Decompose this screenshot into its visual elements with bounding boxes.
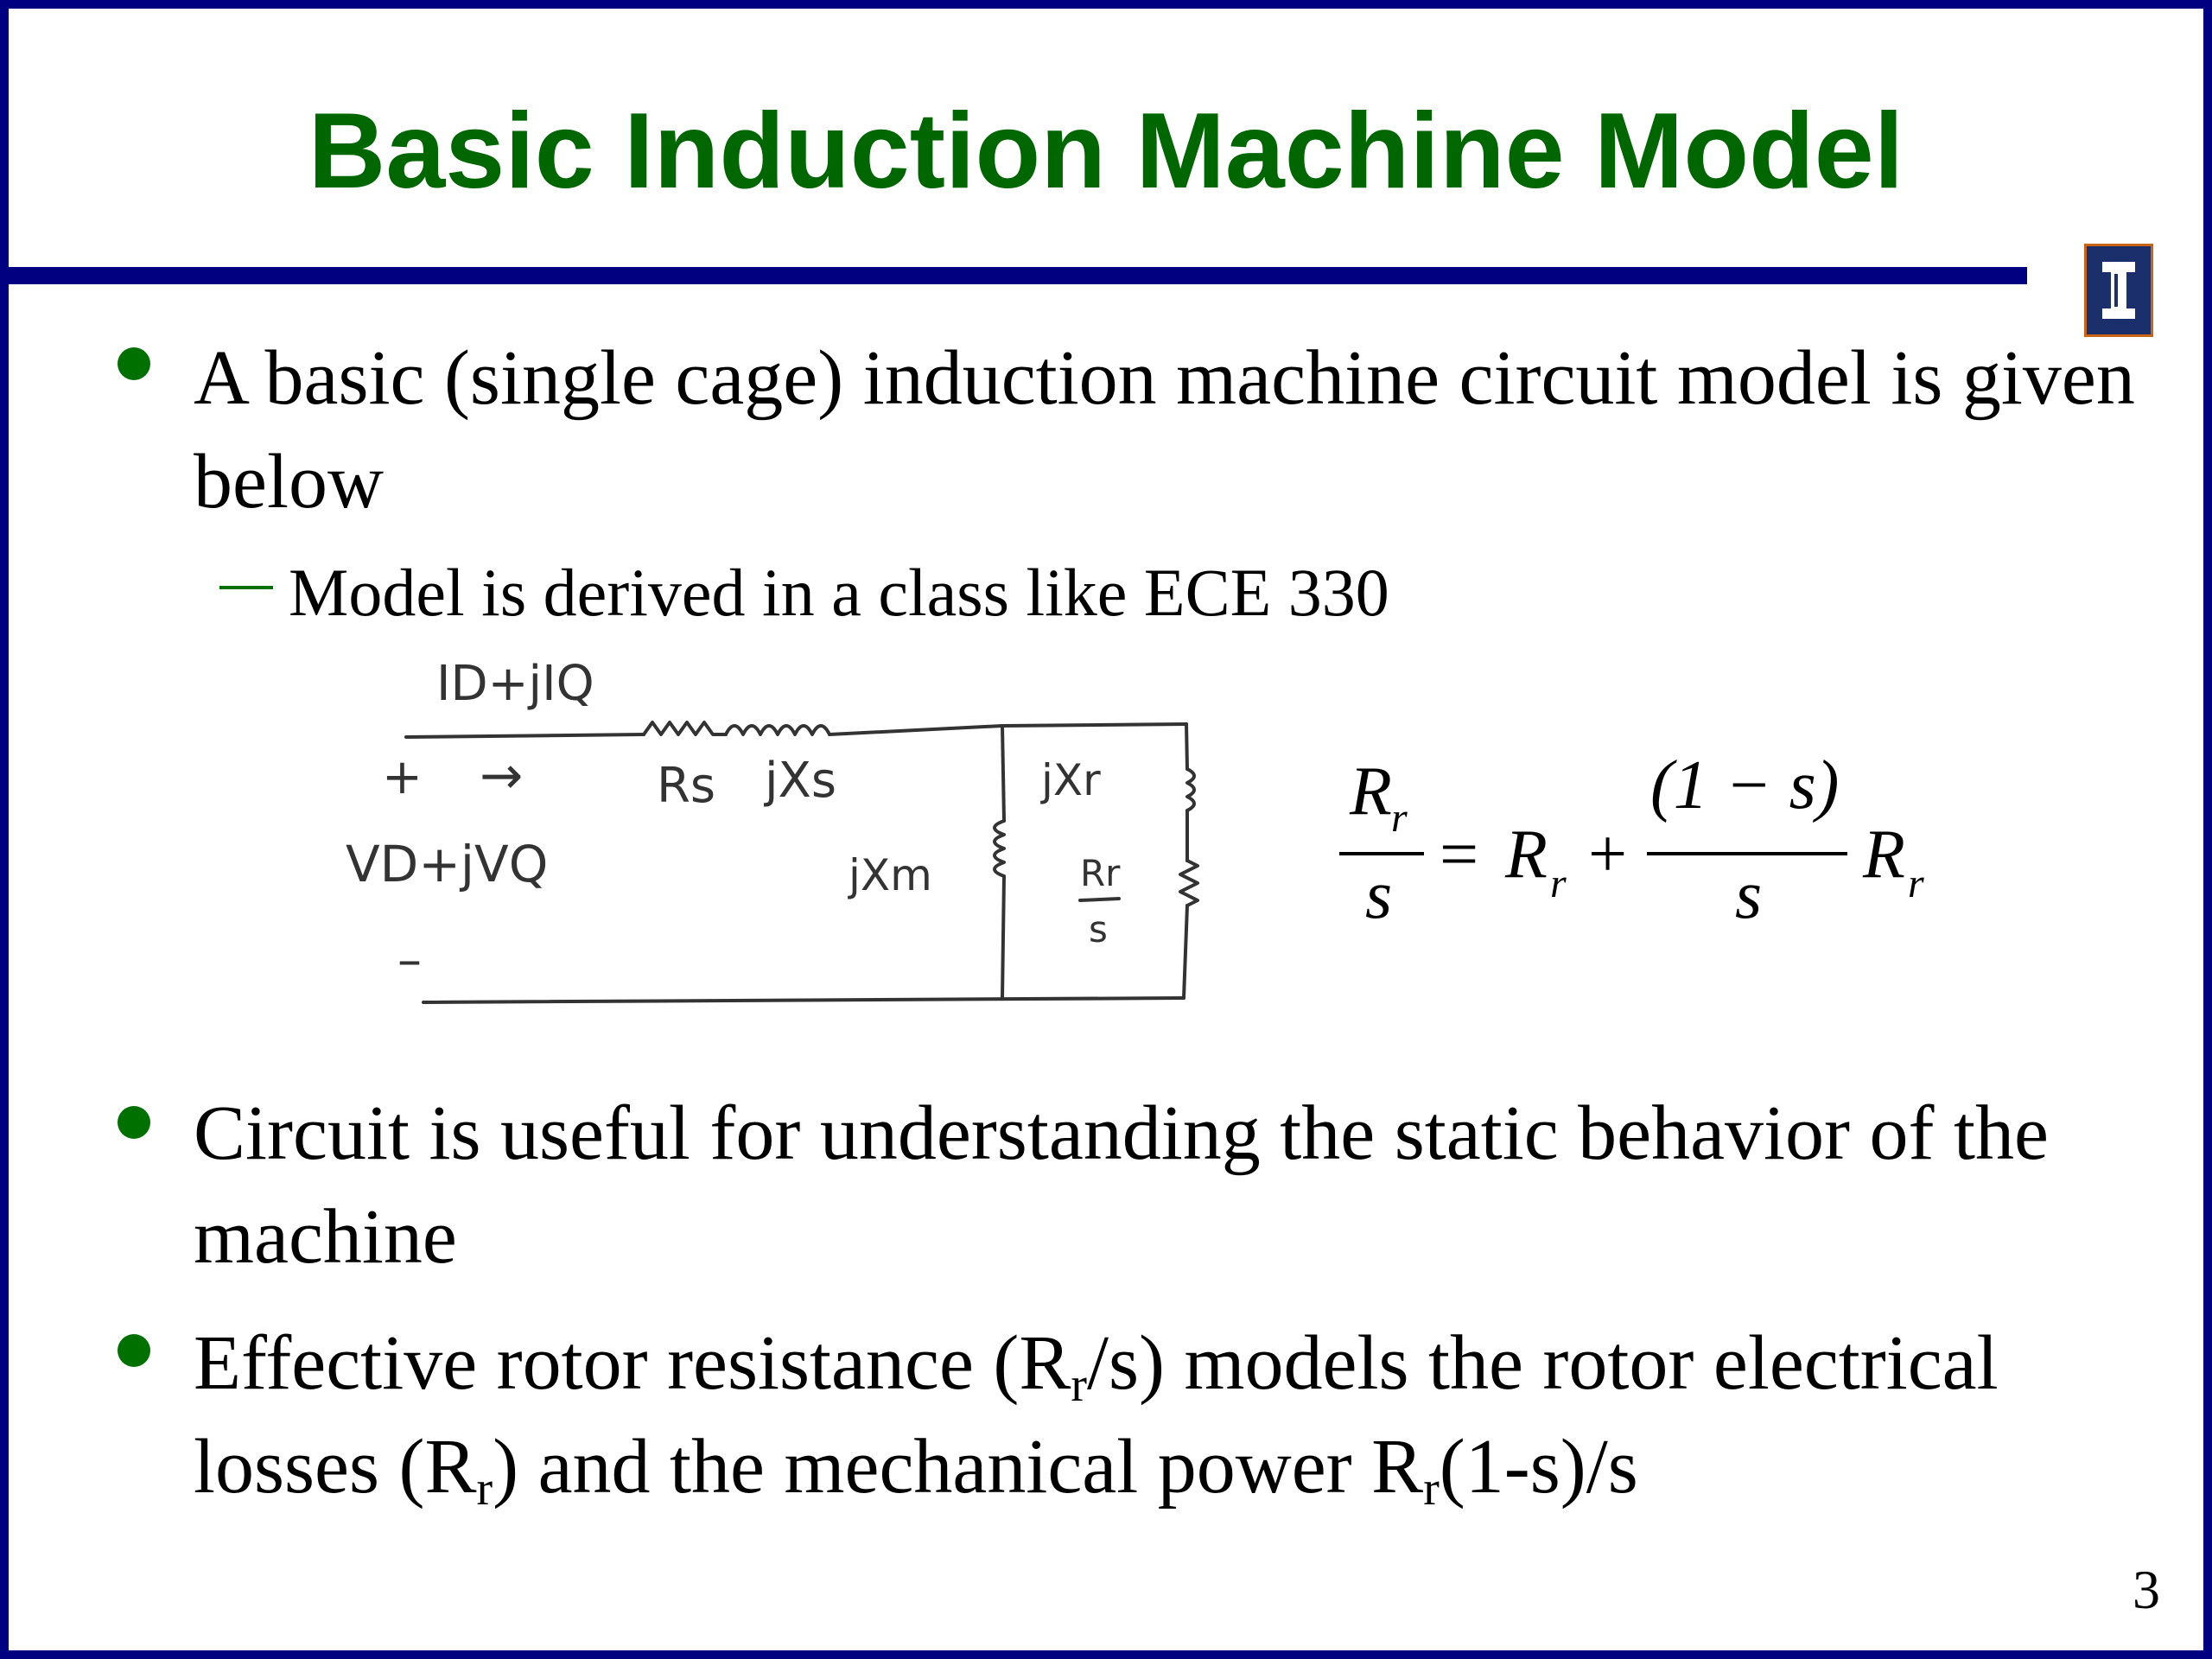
- bullet-text-part: ) and the mechanical power R: [493, 1424, 1424, 1510]
- rr-numerator: Rr: [1080, 852, 1121, 894]
- bullet-text-part: Effective rotor resistance (R: [194, 1320, 1071, 1406]
- formula-fraction-numerator: (1 − s): [1650, 747, 1840, 823]
- subscript: r: [476, 1461, 493, 1516]
- subscript: r: [1071, 1357, 1087, 1412]
- circuit-diagram: [320, 639, 1236, 1020]
- bullet-text: Circuit is useful for understanding the static behavior of the machine: [194, 1090, 2049, 1280]
- formula-lhs-denominator: s: [1365, 857, 1393, 933]
- current-label: ID+jIQ: [436, 656, 594, 712]
- xm-inductor: [995, 821, 1004, 876]
- bottom-wire: [423, 998, 1184, 1002]
- bullet-marker: [118, 1106, 150, 1139]
- rotor-resistance-formula: [1313, 726, 1953, 950]
- formula-lhs-numerator-sub: r: [1391, 795, 1408, 841]
- sub-bullet-text: Model is derived in a class like ECE 330: [289, 555, 1389, 630]
- top-wire: [406, 734, 644, 737]
- bullet-marker: [118, 347, 150, 380]
- bullet-text: A basic (single cage) induction machine circuit model is given below: [194, 335, 2135, 524]
- voltage-label: VD+jVQ: [346, 835, 549, 893]
- rr-resistor: [1180, 861, 1198, 906]
- xr-inductor: [1187, 769, 1194, 810]
- title-divider: [9, 267, 2027, 284]
- top-wire-right: [830, 726, 1002, 734]
- formula-term1: R: [1505, 817, 1548, 893]
- current-arrow: →: [480, 746, 524, 806]
- plus-sign: +: [382, 749, 423, 805]
- page-number: 3: [2133, 1559, 2160, 1620]
- bullet-text-part: /s) models the rotor electrical losses (R: [194, 1320, 1999, 1510]
- bullet-marker: [118, 1334, 150, 1367]
- xs-label: jXs: [765, 753, 837, 809]
- formula-term2: R: [1863, 817, 1905, 893]
- formula-equals: =: [1440, 817, 1479, 893]
- bullet-text-part: (1-s)/s: [1439, 1424, 1638, 1510]
- rr-denominator: s: [1089, 908, 1108, 950]
- formula-fraction-denominator: s: [1735, 857, 1763, 933]
- bullet-text: [194, 1312, 2172, 1519]
- rs-label: Rs: [657, 758, 716, 814]
- sub-bullet-dash: [219, 586, 273, 589]
- xs-inductor: [726, 726, 830, 734]
- minus-sign: –: [397, 932, 422, 988]
- formula-term1-sub: r: [1550, 861, 1567, 906]
- slide-title: Basic Induction Machine Model: [308, 92, 1904, 211]
- formula-lhs-numerator: R: [1350, 753, 1392, 830]
- rs-resistor: [644, 722, 726, 734]
- subscript: r: [1423, 1461, 1440, 1516]
- illinois-logo-icon: [2084, 244, 2153, 337]
- xr-label: jXr: [1041, 755, 1101, 805]
- formula-term2-sub: r: [1908, 861, 1924, 906]
- formula-plus: +: [1588, 817, 1628, 893]
- xm-label: jXm: [849, 850, 932, 900]
